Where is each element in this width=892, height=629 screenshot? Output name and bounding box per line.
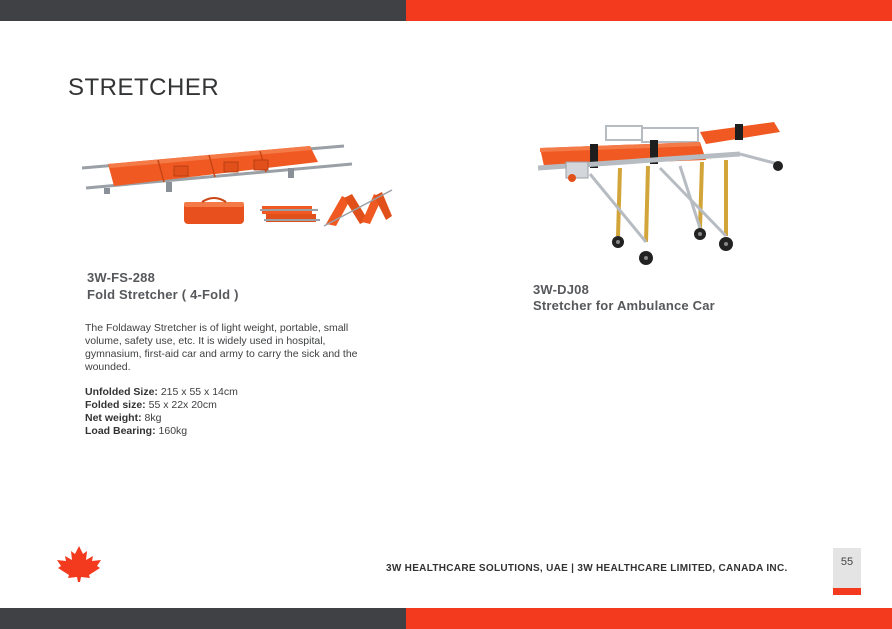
spec-label: Unfolded Size: bbox=[85, 386, 158, 398]
fold-stretcher-bed bbox=[82, 146, 352, 194]
product-name-ambulance-stretcher: Stretcher for Ambulance Car bbox=[533, 298, 715, 313]
top-bar-dark-segment bbox=[0, 0, 406, 21]
folded-stretcher bbox=[260, 206, 320, 222]
fold-stretcher-image bbox=[74, 128, 400, 236]
bottom-color-bar bbox=[0, 608, 892, 629]
bottom-bar-red-segment bbox=[406, 608, 892, 629]
product-code-ambulance-stretcher: 3W-DJ08 bbox=[533, 282, 590, 297]
page-number-box bbox=[833, 548, 861, 588]
unfolding-stretcher bbox=[324, 190, 392, 226]
spec-folded-size bbox=[85, 399, 238, 412]
top-color-bar bbox=[0, 0, 892, 21]
spec-unfolded-size bbox=[85, 386, 238, 399]
page-number: 55 bbox=[840, 556, 854, 568]
spec-value: 215 x 55 x 14cm bbox=[157, 386, 238, 398]
maple-leaf-icon bbox=[52, 544, 106, 582]
spec-label: Folded size: bbox=[85, 399, 146, 411]
footer-company-text: 3W HEALTHCARE SOLUTIONS, UAE | 3W HEALTHCARE LIMITED, CANADA INC. bbox=[386, 563, 788, 574]
stretcher-bag bbox=[184, 198, 244, 224]
product-description: The Foldaway Stretcher is of light weight, portable, small volume, safety use, etc. It is widely used in hospital, gymnasium, first-aid car and army to carry the sick and the wounded. bbox=[85, 322, 358, 373]
bottom-bar-dark-segment bbox=[0, 608, 406, 629]
page-title: STRETCHER bbox=[68, 74, 220, 101]
spec-list bbox=[85, 386, 238, 438]
spec-label: Load Bearing: bbox=[85, 425, 156, 437]
ambulance-stretcher-frame bbox=[538, 122, 783, 265]
top-bar-red-segment bbox=[406, 0, 892, 21]
product-code-fold-stretcher: 3W-FS-288 bbox=[87, 270, 155, 285]
product-name-fold-stretcher: Fold Stretcher ( 4-Fold ) bbox=[87, 287, 239, 302]
page-number-accent bbox=[833, 588, 861, 595]
spec-value: 8kg bbox=[141, 412, 162, 424]
spec-label: Net weight: bbox=[85, 412, 142, 424]
spec-net-weight bbox=[85, 412, 238, 425]
spec-load-bearing bbox=[85, 425, 238, 438]
spec-value: 55 x 22x 20cm bbox=[145, 399, 217, 411]
ambulance-stretcher-image bbox=[530, 118, 786, 272]
spec-value: 160kg bbox=[155, 425, 188, 437]
